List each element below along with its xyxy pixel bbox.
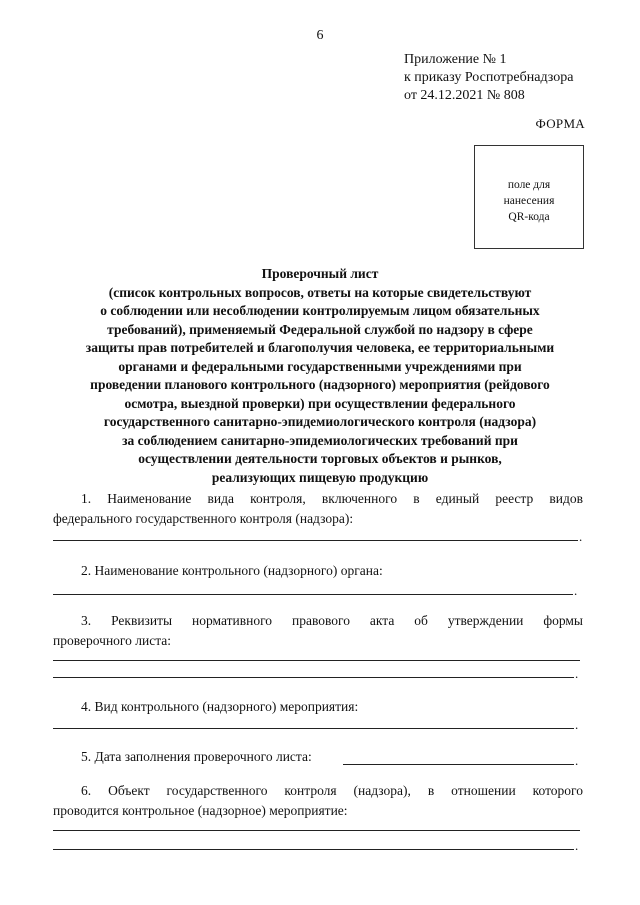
- item-3-fill-line-2[interactable]: [53, 677, 574, 678]
- qr-text-line-1: поле для: [507, 179, 551, 191]
- item-1-line-end: .: [579, 529, 583, 544]
- qr-code-box: [474, 145, 584, 249]
- item-3-text-cont: проверочного листа:: [53, 633, 172, 648]
- document-title: [60, 265, 580, 487]
- item-5-text: 5. Дата заполнения проверочного листа:: [81, 749, 312, 764]
- item-6-text: 6. Объект государственного контроля (надзора), в отношении которого: [81, 783, 583, 798]
- appendix-line-3: от 24.12.2021 № 808: [404, 88, 525, 103]
- title-line: государственного санитарно-эпидемиологического контроля (надзора): [103, 414, 537, 429]
- appendix-header: [404, 51, 573, 105]
- title-line: за соблюдением санитарно-эпидемиологических требований при: [122, 432, 518, 448]
- qr-text-line-2: нанесения: [503, 195, 555, 207]
- title-line: требований), применяемый Федеральной службой по надзору в сфере: [107, 321, 533, 337]
- item-6-line-end: .: [575, 838, 579, 853]
- title-line: (список контрольных вопросов, ответы на которые свидетельствуют: [108, 284, 532, 300]
- item-1-fill-line[interactable]: [53, 540, 578, 541]
- title-line: защиты прав потребителей и благополучия человека, ее территориальными: [85, 340, 555, 355]
- title-line: органами и федеральными государственными учреждениями при: [118, 358, 522, 374]
- title-line: Проверочный лист: [261, 266, 379, 281]
- title-line: осуществлении деятельности торговых объектов и рынков,: [138, 451, 502, 466]
- page-number: 6: [316, 28, 324, 43]
- item-6-fill-line-1[interactable]: [53, 830, 580, 831]
- item-4-line-end: .: [575, 717, 579, 732]
- item-3-line-end: .: [575, 666, 579, 681]
- appendix-line-1: Приложение № 1: [404, 52, 507, 67]
- form-label: ФОРМА: [535, 116, 585, 131]
- item-2-fill-line[interactable]: [53, 594, 573, 595]
- item-3-fill-line-1[interactable]: [53, 660, 580, 661]
- appendix-line-2: к приказу Роспотребнадзора: [404, 70, 574, 85]
- title-line: проведении планового контрольного (надзорного) мероприятия (рейдового: [90, 377, 550, 392]
- item-2-text: 2. Наименование контрольного (надзорного) органа:: [81, 563, 383, 578]
- title-line: осмотра, выездной проверки) при осуществлении федерального: [124, 395, 516, 411]
- item-4-text: 4. Вид контрольного (надзорного) мероприятия:: [81, 699, 359, 714]
- item-6-text-cont: проводится контрольное (надзорное) мероприятие:: [53, 803, 348, 818]
- qr-code-placeholder: [475, 177, 583, 225]
- qr-text-line-3: QR-кода: [508, 211, 550, 223]
- item-4-fill-line[interactable]: [53, 728, 574, 729]
- title-line: о соблюдении или несоблюдении контролируемым лицом обязательных: [100, 303, 540, 318]
- item-1-text-cont: федерального государственного контроля (надзора):: [53, 511, 354, 526]
- title-line: реализующих пищевую продукцию: [211, 469, 429, 485]
- item-5-line-end: .: [575, 753, 579, 768]
- item-6-fill-line-2[interactable]: [53, 849, 574, 850]
- item-1-text: 1. Наименование вида контроля, включенного в единый реестр видов: [81, 491, 583, 506]
- item-2-line-end: .: [574, 583, 578, 598]
- item-5-fill-line[interactable]: [343, 764, 574, 765]
- item-3-text: 3. Реквизиты нормативного правового акта об утверждении формы: [81, 613, 583, 628]
